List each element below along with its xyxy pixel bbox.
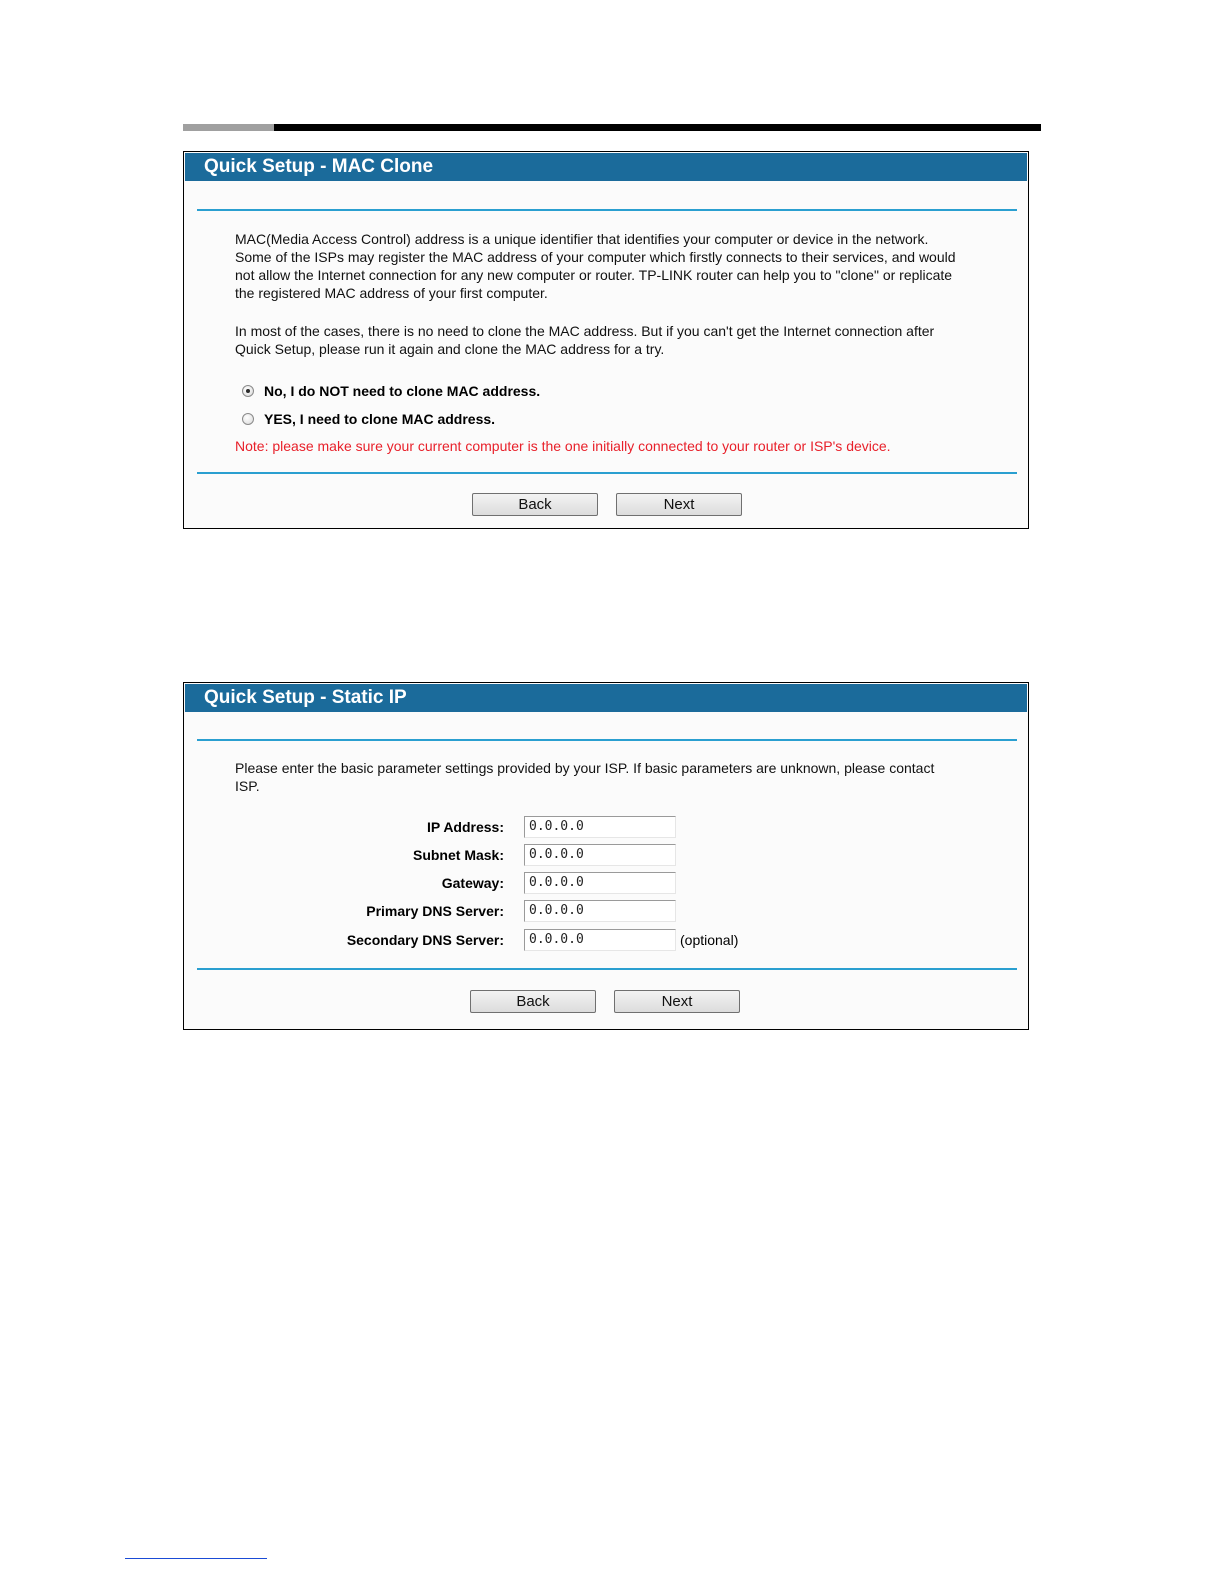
back-button[interactable]: Back bbox=[472, 493, 598, 516]
hint-line: In most of the cases, there is no need to clone the MAC address. But if you can't get the Internet connection after bbox=[235, 323, 935, 339]
next-button[interactable]: Next bbox=[616, 493, 742, 516]
footnote-rule bbox=[125, 1558, 267, 1559]
gateway-input[interactable]: 0.0.0.0 bbox=[524, 872, 676, 894]
radio-clone[interactable] bbox=[242, 413, 254, 425]
ip-address-label: IP Address: bbox=[426, 819, 504, 835]
divider-top bbox=[197, 739, 1017, 741]
static-ip-panel bbox=[183, 682, 1029, 1030]
mac-clone-note: Note: please make sure your current computer is the one initially connected to your router or ISP's device. bbox=[235, 438, 891, 454]
mac-clone-hint bbox=[235, 322, 980, 358]
divider-bottom bbox=[197, 472, 1017, 474]
static-ip-title: Quick Setup - Static IP bbox=[185, 684, 1027, 712]
description-line: not allow the Internet connection for any new computer or router. TP-LINK router can help you to "clone" or replicate bbox=[235, 267, 953, 283]
description-line: MAC(Media Access Control) address is a unique identifier that identifies your computer or device in the network. bbox=[235, 231, 929, 247]
next-button[interactable]: Next bbox=[614, 990, 740, 1013]
optional-note: (optional) bbox=[680, 932, 739, 948]
back-button[interactable]: Back bbox=[470, 990, 596, 1013]
page-header-rule-accent bbox=[183, 124, 274, 131]
hint-line: Quick Setup, please run it again and clone the MAC address for a try. bbox=[235, 341, 665, 357]
intro-line: Please enter the basic parameter settings provided by your ISP. If basic parameters are unknown, please contact bbox=[235, 760, 935, 776]
option-clone[interactable] bbox=[242, 411, 495, 427]
subnet-mask-label: Subnet Mask: bbox=[412, 847, 504, 863]
intro-line: ISP. bbox=[235, 778, 260, 794]
mac-clone-title: Quick Setup - MAC Clone bbox=[185, 153, 1027, 181]
description-line: the registered MAC address of your first computer. bbox=[235, 285, 548, 301]
radio-no-clone[interactable] bbox=[242, 385, 254, 397]
primary-dns-label: Primary DNS Server: bbox=[366, 903, 504, 919]
secondary-dns-input[interactable]: 0.0.0.0 bbox=[524, 929, 676, 951]
secondary-dns-label: Secondary DNS Server: bbox=[346, 932, 504, 948]
option-no-clone-label: No, I do NOT need to clone MAC address. bbox=[264, 383, 541, 399]
divider-top bbox=[197, 209, 1017, 211]
ip-address-input[interactable]: 0.0.0.0 bbox=[524, 816, 676, 838]
option-no-clone[interactable] bbox=[242, 383, 540, 399]
description-line: Some of the ISPs may register the MAC address of your computer which firstly connects to their services, and would bbox=[235, 249, 956, 265]
subnet-mask-input[interactable]: 0.0.0.0 bbox=[524, 844, 676, 866]
mac-clone-panel bbox=[183, 151, 1029, 529]
divider-bottom bbox=[197, 968, 1017, 970]
mac-clone-description bbox=[235, 230, 980, 302]
option-clone-label: YES, I need to clone MAC address. bbox=[264, 411, 496, 427]
primary-dns-input[interactable]: 0.0.0.0 bbox=[524, 900, 676, 922]
static-ip-intro bbox=[235, 759, 980, 795]
gateway-label: Gateway: bbox=[441, 875, 504, 891]
page-header-rule bbox=[183, 124, 1041, 131]
